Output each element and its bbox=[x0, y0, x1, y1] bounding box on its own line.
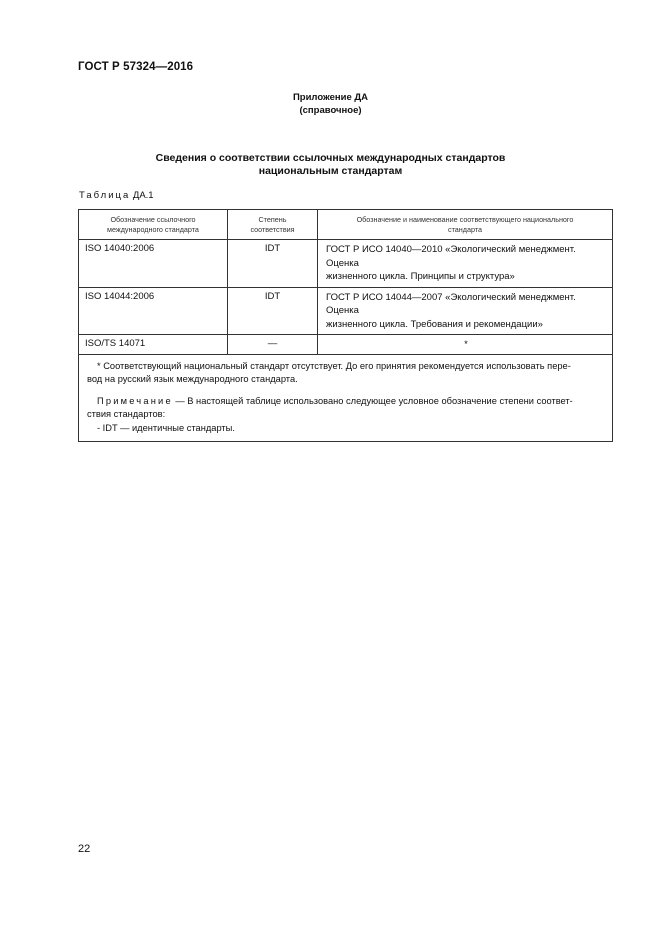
table-caption-word: Таблица bbox=[79, 190, 131, 201]
footnote-line-2: вод на русский язык международного стандарта. bbox=[87, 374, 298, 384]
cell-national-line-2: жизненного цикла. Требования и рекомендации» bbox=[326, 318, 543, 330]
section-heading-line-1: Сведения о соответствии ссылочных международных стандартов bbox=[155, 152, 506, 164]
cell-reference: ISO 14040:2006 bbox=[79, 240, 228, 288]
cell-national bbox=[318, 240, 613, 288]
header-national-standard bbox=[318, 210, 613, 240]
note-text-line-1: — В настоящей таблице использовано следующее условное обозначение степени соответ- bbox=[172, 395, 573, 406]
appendix-label bbox=[0, 91, 661, 117]
note-text-line-2: ствия стандартов: bbox=[87, 409, 166, 419]
table-caption-id: ДА.1 bbox=[132, 190, 154, 201]
table-notes-row bbox=[79, 354, 613, 442]
cell-reference: ISO 14044:2006 bbox=[79, 287, 228, 335]
cell-national bbox=[318, 287, 613, 335]
appendix-title: Приложение ДА bbox=[292, 92, 369, 103]
table-row bbox=[79, 335, 613, 355]
header-reference-standard bbox=[79, 210, 228, 240]
document-code: ГОСТ Р 57324—2016 bbox=[78, 61, 194, 73]
table-notes bbox=[79, 354, 613, 442]
note-label: Примечание bbox=[97, 395, 173, 406]
footnote-line-1: * Соответствующий национальный стандарт отсутствует. До его принятия рекомендуется использовать пере- bbox=[97, 360, 571, 371]
header-reference-line-2: международного стандарта bbox=[107, 224, 199, 234]
header-reference-line-1: Обозначение ссылочного bbox=[110, 214, 196, 224]
section-heading bbox=[60, 152, 601, 178]
standards-correspondence-table bbox=[78, 209, 613, 442]
page-number: 22 bbox=[78, 843, 91, 855]
header-degree-line-1: Степень bbox=[258, 214, 287, 224]
note bbox=[87, 395, 604, 409]
table-caption bbox=[79, 190, 154, 201]
cell-national-line-2: жизненного цикла. Принципы и структура» bbox=[326, 271, 515, 282]
section-heading-line-2: национальным стандартам bbox=[258, 165, 403, 177]
cell-degree: IDT bbox=[228, 240, 318, 288]
cell-reference: ISO/TS 14071 bbox=[79, 335, 228, 355]
header-degree-line-2: соответствия bbox=[250, 224, 295, 234]
cell-national-line-1: ГОСТ Р ИСО 14040—2010 «Экологический менеджмент. Оценка bbox=[326, 244, 576, 269]
cell-national: * bbox=[318, 335, 613, 355]
cell-national-line-1: ГОСТ Р ИСО 14044—2007 «Экологический менеджмент. Оценка bbox=[326, 291, 576, 316]
footnote bbox=[87, 360, 604, 374]
header-national-line-2: стандарта bbox=[447, 224, 482, 234]
table-row bbox=[79, 240, 613, 288]
note-item: - IDT — идентичные стандарты. bbox=[97, 422, 235, 433]
cell-degree: — bbox=[228, 335, 318, 355]
header-national-line-1: Обозначение и наименование соответствующего национального bbox=[356, 214, 574, 224]
appendix-subtitle: (справочное) bbox=[299, 105, 362, 116]
header-degree bbox=[228, 210, 318, 240]
table-header-row bbox=[79, 210, 613, 240]
table-row bbox=[79, 287, 613, 335]
cell-degree: IDT bbox=[228, 287, 318, 335]
